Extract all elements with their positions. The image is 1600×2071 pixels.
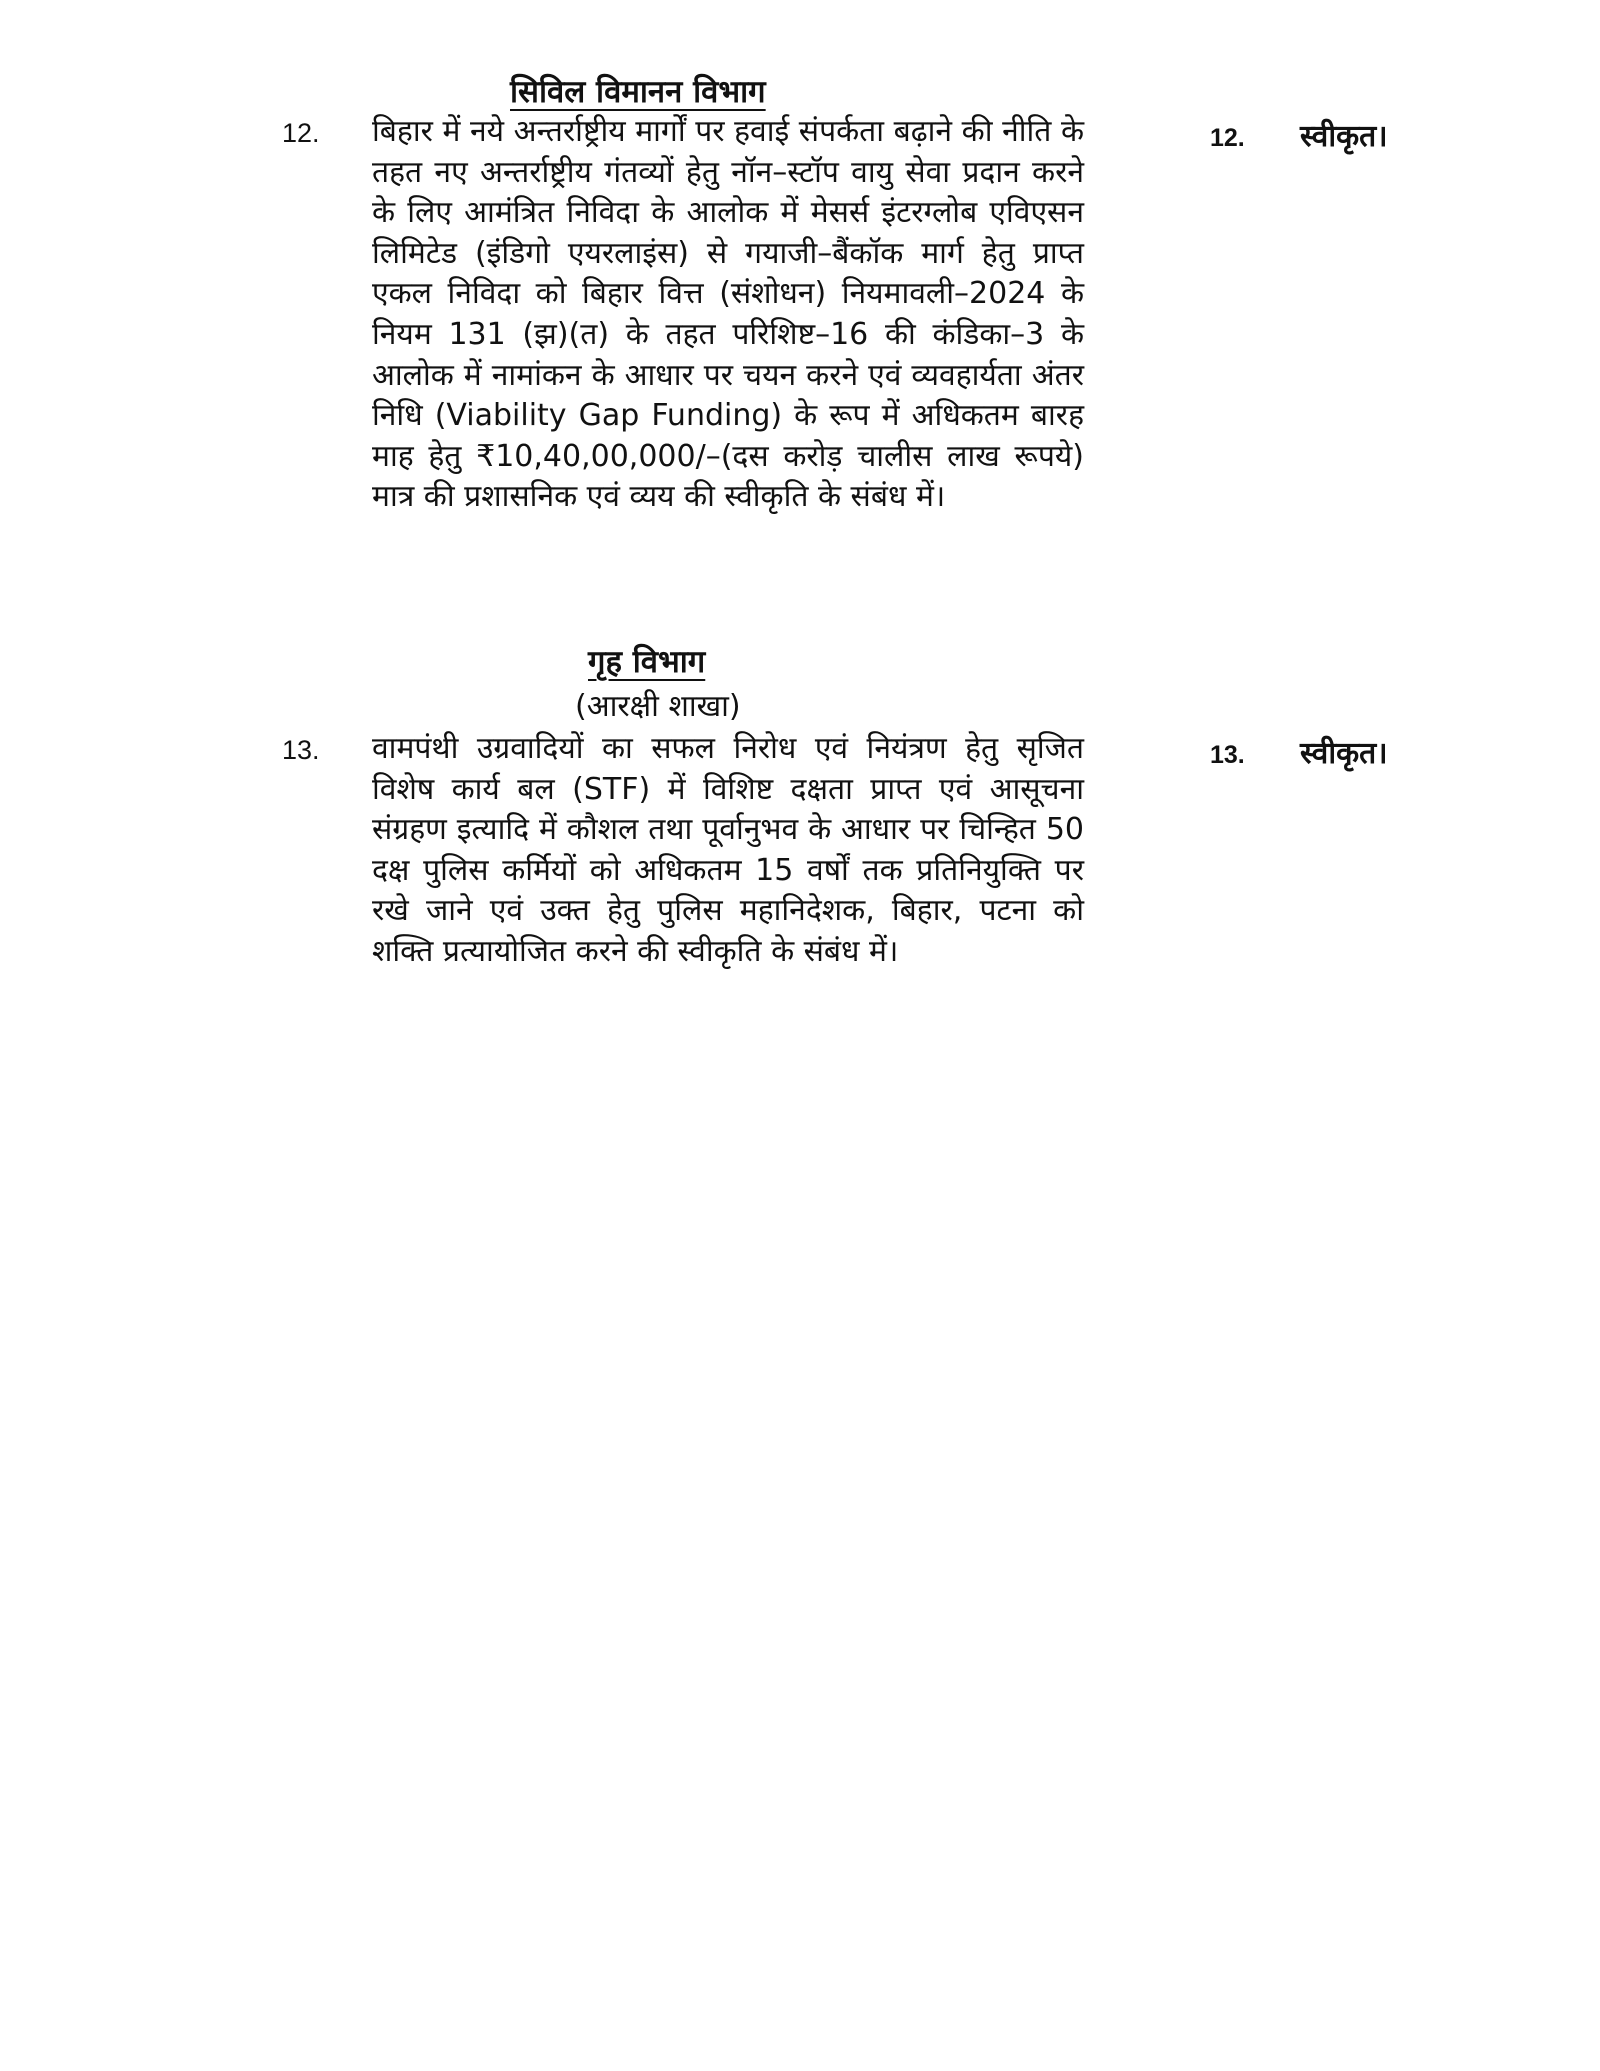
item-number: 12. xyxy=(282,118,320,148)
decision-number: 13. xyxy=(1210,741,1245,769)
department-title: गृह विभाग xyxy=(588,644,706,680)
item-number: 13. xyxy=(282,735,320,765)
decision-row xyxy=(1210,731,1388,772)
decision-number: 12. xyxy=(1210,124,1245,152)
item-text: बिहार में नये अन्तर्राष्ट्रीय मार्गों पर हवाई संपर्कता बढ़ाने की नीति के तहत नए अन्तर्राष्ट्रीय गंतव्यों हेतु नॉन–स्टॉप वायु सेवा प्रदान करने के लिए आमंत्रित निविदा के आलोक में मेसर्स इंटरग्लोब एविएसन लिमिटेड (इंडिगो एयरलाइंस) से गयाजी–बैंकॉक मार्ग हेतु प्राप्त एकल निविदा को बिहार वित्त (संशोधन) नियमावली–2024 के नियम 131 (झ)(त) के तहत परिशिष्ट–16 की कंडिका–3 के आलोक में नामांकन के आधार पर चयन करने एवं व्यवहार्यता अंतर निधि (Viability Gap Funding) के रूप में अधिकतम बारह माह हेतु ₹10,40,00,000/–(दस करोड़ चालीस लाख रूपये) मात्र की प्रशासनिक एवं व्यय की स्वीकृति के संबंध में। xyxy=(372,114,1084,515)
department-heading-home xyxy=(588,640,705,682)
item-text: वामपंथी उग्रवादियों का सफल निरोध एवं नियंत्रण हेतु सृजित विशेष कार्य बल (STF) में विशिष्ट दक्षता प्राप्त एवं आसूचना संग्रहण इत्यादि में कौशल तथा पूर्वानुभव के आधार पर चिन्हित 50 दक्ष पुलिस कर्मियों को अधिकतम 15 वर्षों तक प्रतिनियुक्ति पर रखे जाने एवं उक्त हेतु पुलिस महानिदेशक, बिहार, पटना को शक्ति प्रत्यायोजित करने की स्वीकृति के संबंध में। xyxy=(372,731,1084,969)
branch-subheading: (आरक्षी शाखा) xyxy=(575,689,741,724)
decision-status: स्वीकृत। xyxy=(1300,736,1388,771)
department-heading-civil-aviation xyxy=(510,70,766,112)
decision-row xyxy=(1210,114,1388,155)
department-title: सिविल विमानन विभाग xyxy=(510,74,766,110)
decision-status: स्वीकृत। xyxy=(1300,119,1388,154)
